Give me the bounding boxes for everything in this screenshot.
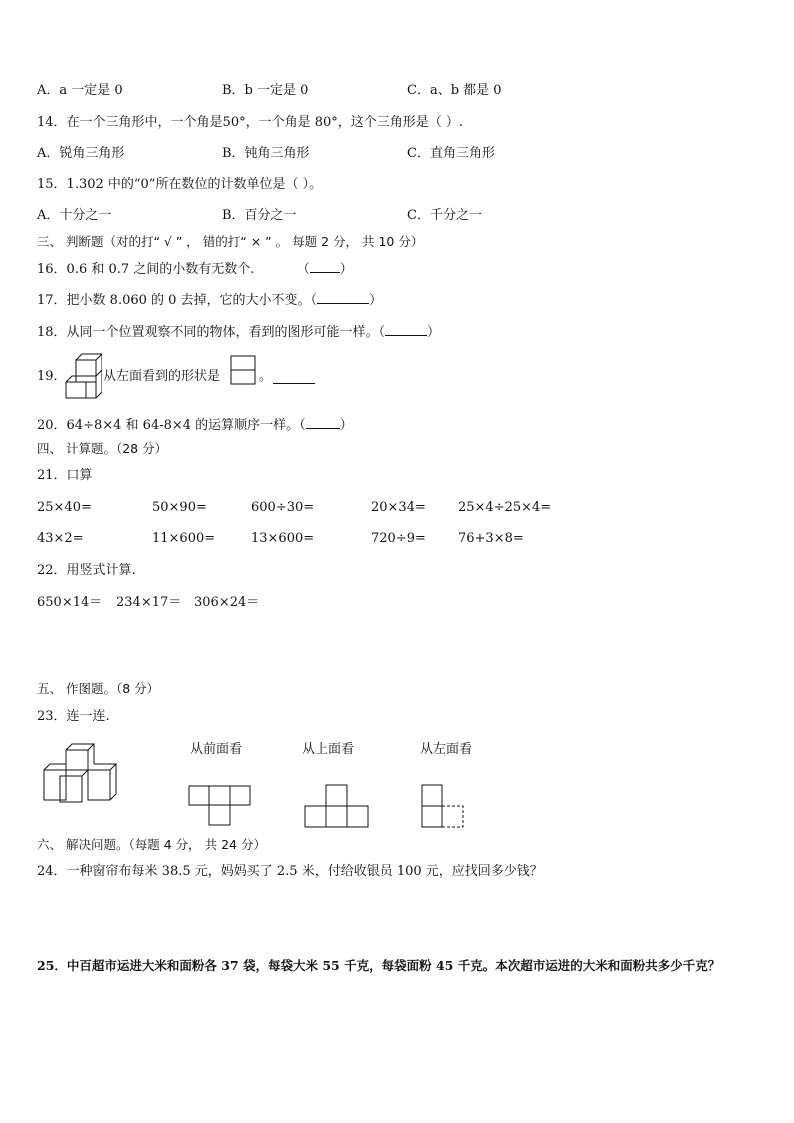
q17-paren-close: ） — [369, 293, 383, 308]
q20-paren-close: ） — [339, 418, 353, 433]
q21-item: 25×40= — [37, 500, 92, 515]
q21-item: 76+3×8= — [458, 531, 524, 546]
q13-option-c: C．a、b 都是 0 — [407, 83, 502, 98]
q23-label-front: 从前面看 — [190, 742, 243, 757]
q17-line — [37, 291, 382, 309]
q23-view-shape-1[interactable] — [188, 785, 252, 827]
section-4-title: 四、 计算题。（28 分） — [37, 441, 168, 456]
q15-option-c: C．千分之一 — [407, 208, 482, 223]
section-5-title: 五、 作图题。（8 分） — [37, 681, 160, 696]
q19-cube-stack-figure — [64, 352, 102, 402]
q15-stem: 15．1.302 中的“0”所在数位的计数单位是（ ）。 — [37, 177, 323, 192]
q23-label-left: 从左面看 — [420, 742, 473, 757]
q21-item: 13×600= — [251, 531, 315, 546]
q14-stem: 14．在一个三角形中，一个角是50°，一个角是 80°，这个三角形是（ ）. — [37, 115, 464, 130]
q21-item: 43×2= — [37, 531, 84, 546]
q14-option-b: B．钝角三角形 — [222, 146, 310, 161]
q14-option-c: C．直角三角形 — [407, 146, 495, 161]
q21-item: 720÷9= — [371, 531, 426, 546]
section-6-title: 六、 解决问题。（每题 4 分， 共 24 分） — [37, 837, 266, 852]
q19-number: 19． — [37, 369, 67, 384]
q22-item: 306×24＝ — [194, 595, 260, 610]
q18-answer-blank[interactable] — [385, 323, 427, 336]
q20-text: 20．64÷8×4 和 64-8×4 的运算顺序一样。（ — [37, 418, 306, 433]
q20-answer-blank[interactable] — [306, 416, 340, 429]
q19-answer-blank[interactable] — [273, 383, 315, 384]
q19-text: 从左面看到的形状是 — [103, 369, 221, 384]
q13-option-b: B．b 一定是 0 — [222, 83, 309, 98]
q23-label-top: 从上面看 — [302, 742, 355, 757]
q17-answer-blank[interactable] — [317, 291, 369, 304]
q15-option-b: B．百分之一 — [222, 208, 297, 223]
q21-item: 20×34= — [371, 500, 426, 515]
q18-text: 18．从同一个位置观察不同的物体，看到的图形可能一样。（ — [37, 325, 386, 340]
q16-paren-close: ） — [339, 262, 353, 277]
q23-title: 23．连一连. — [37, 709, 110, 724]
section-3-title: 三、 判断题（对的打“ √ ” ， 错的打“ × ” 。 每题 2 分， 共 10 分） — [37, 234, 424, 249]
q14-option-a: A．锐角三角形 — [37, 146, 125, 161]
q15-option-a: A．十分之一 — [37, 208, 112, 223]
q24-text: 24．一种窗帘布每米 38.5 元，妈妈买了 2.5 米，付给收银员 100 元，应找回多少钱？ — [37, 864, 543, 879]
q23-view-shape-2[interactable] — [304, 784, 370, 828]
q19-left-view-shape — [230, 355, 258, 385]
q22-item: 650×14＝ — [37, 595, 103, 610]
q21-item: 11×600= — [152, 531, 216, 546]
q21-item: 25×4÷25×4= — [458, 500, 552, 515]
q18-line — [37, 323, 440, 341]
q22-title: 22．用竖式计算. — [37, 563, 136, 578]
q22-item: 234×17＝ — [116, 595, 182, 610]
q16-line — [37, 260, 353, 278]
q16-paren-open: （ — [296, 262, 310, 277]
q17-text: 17．把小数 8.060 的 0 去掉，它的大小不变。（ — [37, 293, 318, 308]
q16-answer-blank[interactable] — [310, 260, 340, 273]
q21-title: 21．口算 — [37, 468, 93, 483]
q21-item: 50×90= — [152, 500, 207, 515]
q23-view-shape-3[interactable] — [421, 784, 465, 828]
q19-after: 。 — [259, 369, 273, 384]
q18-paren-close: ） — [427, 325, 441, 340]
q16-text: 16．0.6 和 0.7 之间的小数有无数个. — [37, 262, 255, 277]
q25-text: 25．中百超市运进大米和面粉各 37 袋，每袋大米 55 千克，每袋面粉 45 千克。本次超市运进的大米和面粉共多少千克？ — [37, 958, 721, 973]
q23-solid-figure — [42, 740, 122, 806]
q21-item: 600÷30= — [251, 500, 315, 515]
q20-line — [37, 416, 353, 434]
q13-option-a: A．a 一定是 0 — [37, 83, 123, 98]
